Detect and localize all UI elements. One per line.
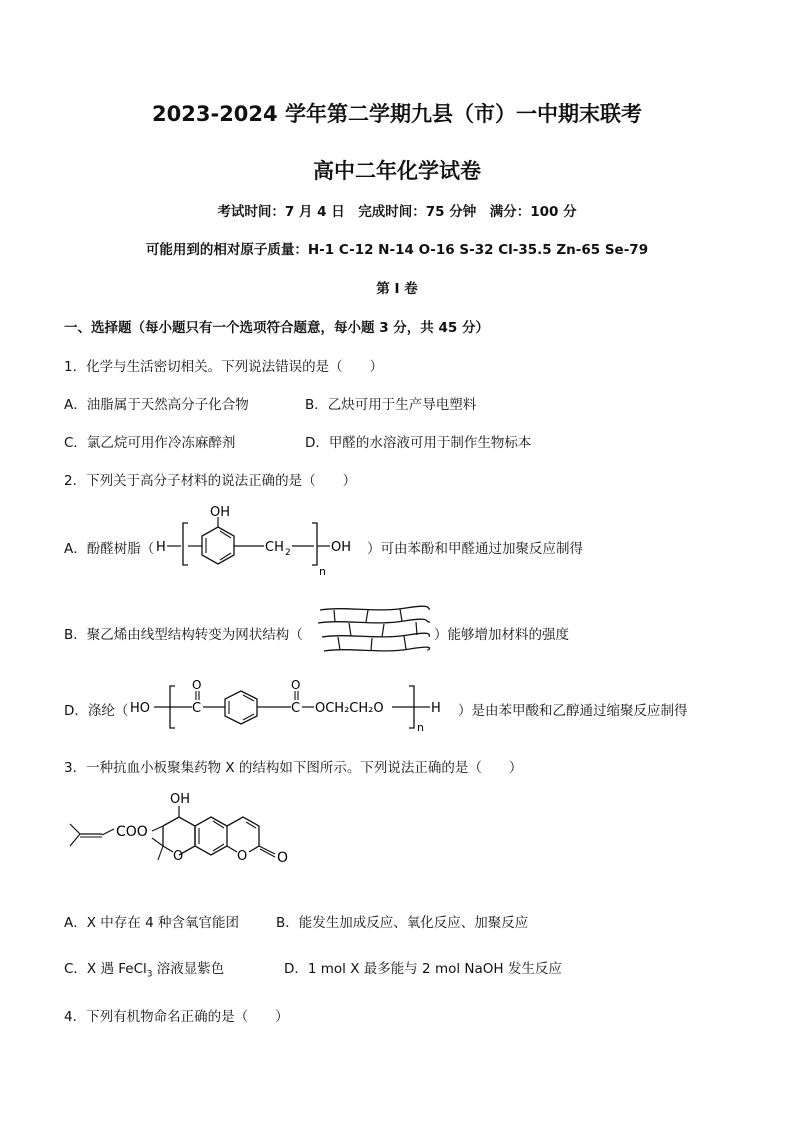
q1-option-a: A．油脂属于天然高分子化合物 (64, 397, 249, 413)
drug-o-ring2-label: O (237, 849, 248, 864)
q3-option-d: D．1 mol X 最多能与 2 mol NaOH 发生反应 (284, 961, 562, 977)
q3-option-a: A．X 中存在 4 种含氧官能团 (64, 915, 239, 931)
exam-info: 考试时间：7 月 4 日 完成时间：75 分钟 满分：100 分 (217, 204, 577, 220)
phenol-resin-structure (152, 505, 367, 577)
resin-h-label: H (156, 540, 166, 555)
drug-o-ketone-label: O (277, 850, 289, 866)
atomic-masses: 可能用到的相对原子质量：H-1 C-12 N-14 O-16 S-32 Cl-35.5 Zn-65 Se-79 (145, 242, 649, 258)
q1-option-c: C．氯乙烷可用作冷冻麻醉剂 (64, 435, 236, 451)
resin-n-label: n (319, 565, 326, 577)
ester-n-label: n (417, 721, 424, 734)
drug-x-structure (66, 786, 316, 886)
q1-stem: 1．化学与生活密切相关。下列说法错误的是（ ） (64, 359, 384, 375)
section-heading: 一、选择题（每小题只有一个选项符合题意，每小题 3 分，共 45 分） (64, 320, 489, 336)
ester-c-right-label: C (291, 701, 301, 716)
network-structure (316, 604, 434, 658)
q2-stem: 2．下列关于高分子材料的说法正确的是（ ） (64, 473, 357, 489)
resin-ch2-subscript: 2 (285, 548, 291, 558)
ester-o-left-label: O (192, 678, 202, 692)
drug-o-ring1-label: O (173, 849, 184, 864)
q2-option-b-suffix: ）能够增加材料的强度 (434, 627, 569, 643)
drug-oh-label: OH (170, 792, 191, 807)
q2-option-a-prefix: A．酚醛树脂（ (64, 541, 155, 557)
resin-oh-top-label: OH (210, 505, 231, 520)
q3-option-b: B．能发生加成反应、氧化反应、加聚反应 (276, 915, 529, 931)
q4-stem: 4．下列有机物命名正确的是（ ） (64, 1009, 289, 1025)
ester-h-label: H (431, 701, 441, 716)
ester-o-right-label: O (291, 678, 301, 692)
exam-subtitle: 高中二年化学试卷 (313, 159, 481, 183)
ester-ho-label: HO (130, 701, 151, 716)
volume-label: 第 I 卷 (376, 281, 418, 297)
q2-option-d-suffix: ）是由苯甲酸和乙醇通过缩聚反应制得 (458, 703, 688, 719)
ester-c-left-label: C (192, 701, 202, 716)
q2-option-b-prefix: B．聚乙烯由线型结构转变为网状结构（ (64, 627, 303, 643)
q2-option-d-prefix: D．涤纶（ (64, 703, 129, 719)
q3-option-c: C．X 遇 FeCl$_3$ 溶液显紫色 (64, 961, 225, 980)
polyester-structure (128, 678, 458, 734)
ester-chain-label: OCH₂CH₂O (315, 701, 384, 716)
q3-stem: 3．一种抗血小板聚集药物 X 的结构如下图所示。下列说法正确的是（ ） (64, 760, 523, 776)
q1-option-d: D．甲醛的水溶液可用于制作生物标本 (305, 435, 532, 451)
q1-option-b: B．乙炔可用于生产导电塑料 (305, 397, 477, 413)
exam-title: 2023-2024 学年第二学期九县（市）一中期末联考 (152, 102, 642, 126)
resin-oh-end-label: OH (331, 540, 352, 555)
q2-option-a-suffix: ）可由苯酚和甲醛通过加聚反应制得 (367, 541, 583, 557)
drug-coo-label: COO (116, 824, 148, 840)
resin-ch-label: CH (265, 540, 284, 555)
